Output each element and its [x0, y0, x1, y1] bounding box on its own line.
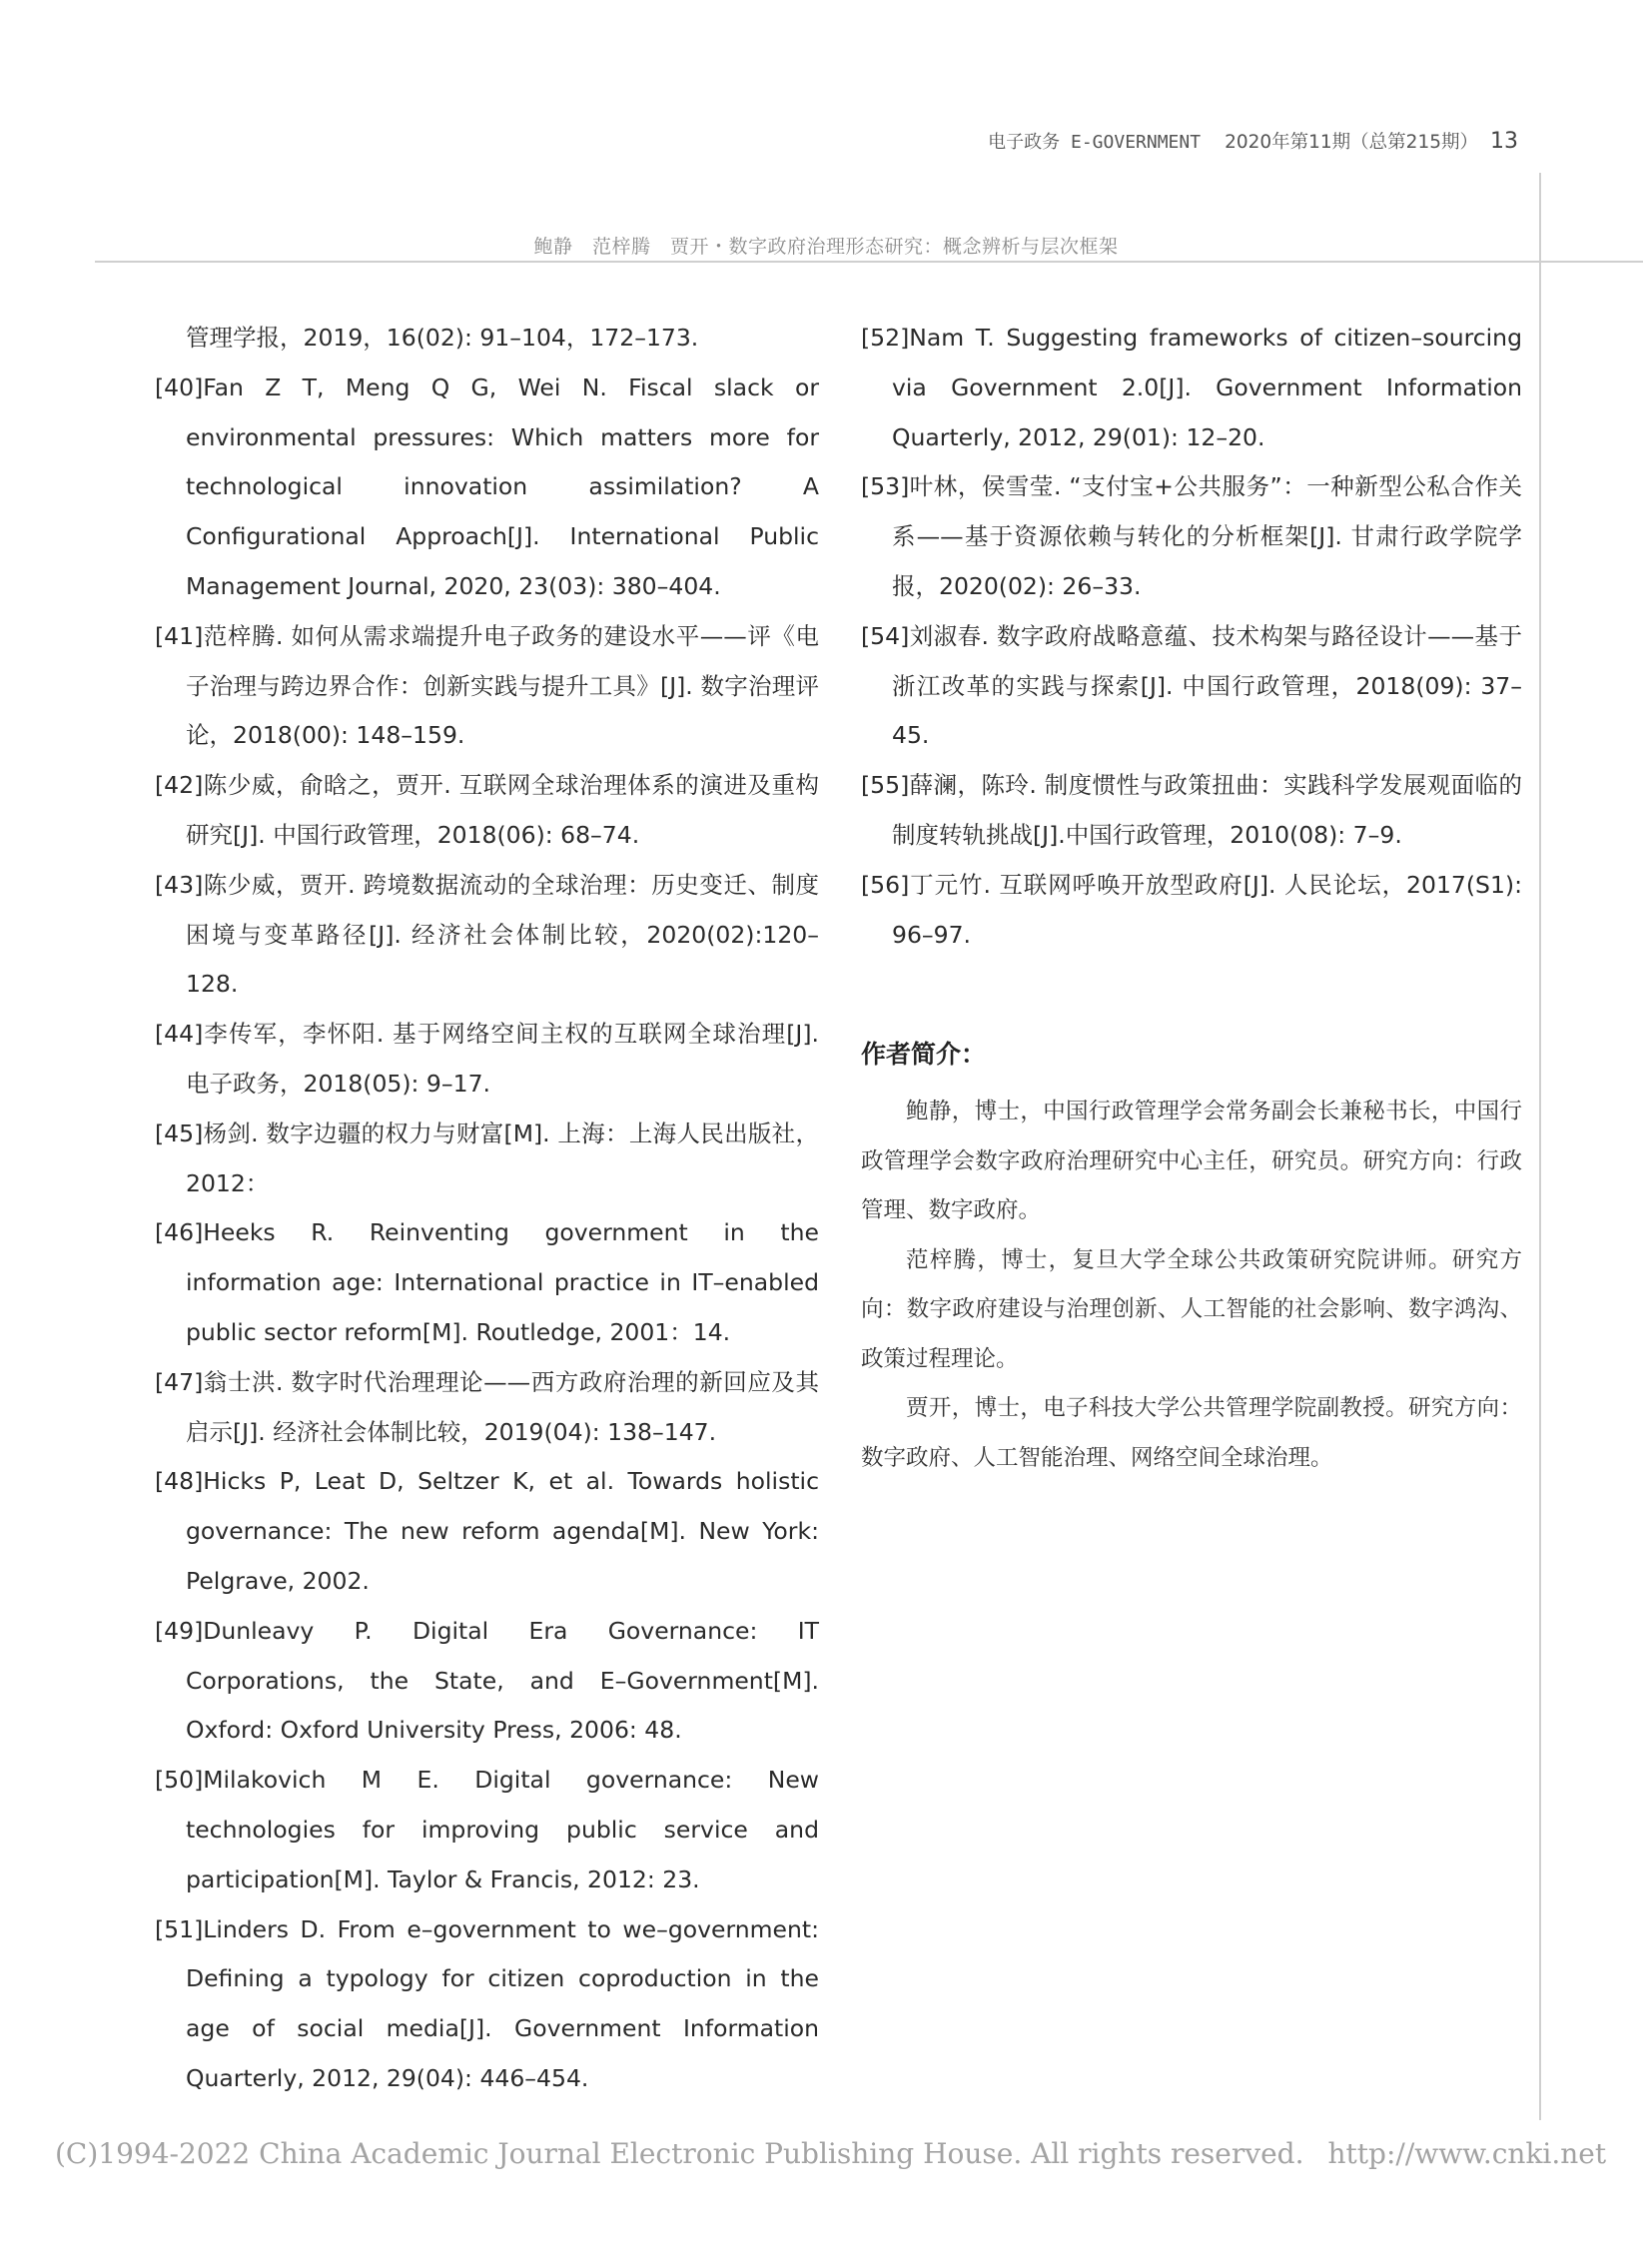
reference-50: [50]Milakovich M E. Digital governance: New technologies for improving public service and participation[M]. Taylor & Francis, 2012: 23.: [155, 1766, 819, 1893]
copyright-text: (C)1994-2022 China Academic Journal Electronic Publishing House. All rights reserved.: [55, 2137, 1304, 2170]
reference-55: [55]薛澜，陈玲. 制度惯性与政策扭曲：实践科学发展观面临的制度转轨挑战[J].中国行政管理，2010(08): 7–9.: [861, 771, 1522, 849]
reference-53: [53]叶林，侯雪莹. “支付宝+公共服务”：一种新型公私合作关系——基于资源依赖与转化的分析框架[J]. 甘肃行政学院学报，2020(02): 26–33.: [861, 472, 1522, 600]
author-bio-heading: 作者简介：: [861, 1040, 987, 1070]
reference-47: [47]翁士洪. 数字时代治理理论——西方政府治理的新回应及其启示[J]. 经济社会体制比较，2019(04): 138–147.: [155, 1367, 819, 1446]
footer-url: http://www.cnki.net: [1327, 2137, 1607, 2170]
reference-continuation: 管理学报，2019，16(02): 91–104，172–173.: [186, 324, 699, 352]
reference-48: [48]Hicks P, Leat D, Seltzer K, et al. Towards holistic governance: The new reform agenda[M]. New York: Pelgrave, 2002.: [155, 1467, 819, 1595]
header-rule: [95, 261, 1643, 263]
running-title: 鲍静 范梓腾 贾开・数字政府治理形态研究：概念辨析与层次框架: [533, 236, 1119, 258]
copyright-footer: [55, 2137, 1606, 2170]
right-column: [861, 314, 1522, 1483]
left-column: [155, 314, 819, 2104]
reference-46: [46]Heeks R. Reinventing government in the information age: International practice in IT–enabled public sector reform[M]. Routledge, 2001：14.: [155, 1218, 819, 1346]
reference-40: [40]Fan Z T, Meng Q G, Wei N. Fiscal slack or environmental pressures: Which matters more for technological innovation assimilation? A Configurational Approach[J]. International Public Management Journal, 2020, 23(03): 380–404.: [155, 373, 819, 600]
reference-45: [45]杨剑. 数字边疆的权力与财富[M]. 上海：上海人民出版社，2012：: [155, 1119, 819, 1197]
journal-header: [988, 128, 1518, 154]
page-number: 13: [1490, 129, 1518, 154]
reference-41: [41]范梓腾. 如何从需求端提升电子政务的建设水平——评《电子治理与跨边界合作：创新实践与提升工具》[J]. 数字治理评论，2018(00): 148–159.: [155, 621, 819, 750]
journal-name: 电子政务 E-GOVERNMENT: [988, 132, 1202, 153]
author-bio-bao-jing: 鲍静，博士，中国行政管理学会常务副会长兼秘书长，中国行政管理学会数字政府治理研究中心主任，研究员。研究方向：行政管理、数字政府。: [861, 1099, 1522, 1224]
reference-56: [56]丁元竹. 互联网呼唤开放型政府[J]. 人民论坛，2017(S1): 96–97.: [861, 870, 1522, 949]
reference-42: [42]陈少威，俞晗之，贾开. 互联网全球治理体系的演进及重构研究[J]. 中国行政管理，2018(06): 68–74.: [155, 771, 819, 849]
vertical-rule: [1539, 173, 1541, 2120]
issue-info: 2020年第11期（总第215期）: [1225, 132, 1478, 153]
reference-49: [49]Dunleavy P. Digital Era Governance: IT Corporations, the State, and E–Government[M]. Oxford: Oxford University Press, 2006: 48.: [155, 1616, 819, 1745]
reference-54: [54]刘淑春. 数字政府战略意蕴、技术构架与路径设计——基于浙江改革的实践与探索[J]. 中国行政管理，2018(09): 37–45.: [861, 621, 1522, 750]
author-bio-jia-kai: 贾开，博士，电子科技大学公共管理学院副教授。研究方向：数字政府、人工智能治理、网络空间全球治理。: [861, 1395, 1522, 1471]
author-bio-fan-ziteng: 范梓腾，博士，复旦大学全球公共政策研究院讲师。研究方向：数字政府建设与治理创新、人工智能的社会影响、数字鸿沟、政策过程理论。: [861, 1246, 1522, 1372]
reference-52: [52]Nam T. Suggesting frameworks of citizen–sourcing via Government 2.0[J]. Government Information Quarterly, 2012, 29(01): 12–20.: [861, 324, 1522, 451]
reference-51: [51]Linders D. From e–government to we–government: Defining a typology for citizen coproduction in the age of social media[J]. Government Information Quarterly, 2012, 29(04): 446–454.: [155, 1914, 819, 2092]
author-bios: [861, 1088, 1522, 1483]
reference-43: [43]陈少威，贾开. 跨境数据流动的全球治理：历史变迁、制度困境与变革路径[J]. 经济社会体制比较，2020(02):120–128.: [155, 870, 819, 999]
reference-44: [44]李传军，李怀阳. 基于网络空间主权的互联网全球治理[J]. 电子政务，2018(05): 9–17.: [155, 1020, 819, 1098]
